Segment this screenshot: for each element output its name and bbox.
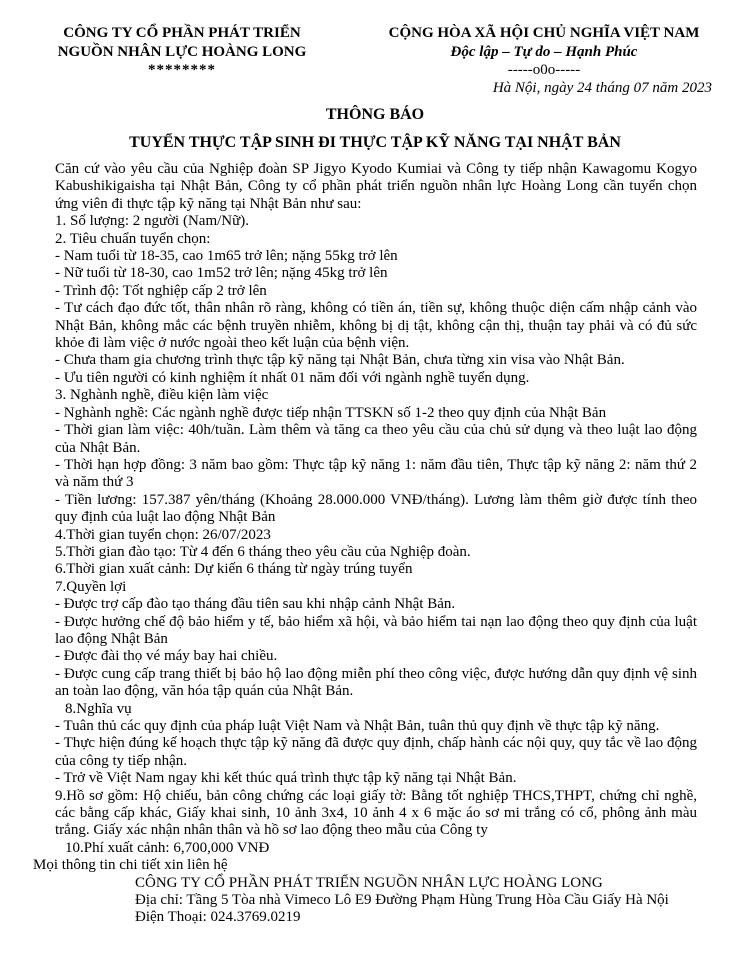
body-paragraph-job-heading: 3. Nghành nghề, điều kiện làm việc bbox=[55, 387, 269, 404]
contact-phone: Điện Thoại: 024.3769.0219 bbox=[135, 909, 301, 926]
body-paragraph: - Được hưởng chế độ bảo hiểm y tế, bảo hiểm xã hội, và bảo hiểm tai nạn lao động theo quy định của luật lao động Nhật Bản bbox=[55, 613, 697, 647]
company-header-block bbox=[32, 24, 332, 98]
national-motto-country: CỘNG HÒA XÃ HỘI CHỦ NGHĨA VIỆT NAM bbox=[388, 25, 700, 41]
document-subtitle: TUYỂN THỰC TẬP SINH ĐI THỰC TẬP KỸ NĂNG TẠI NHẬT BẢN bbox=[129, 134, 621, 151]
document-body bbox=[0, 152, 750, 875]
header-stars-divider: ******** bbox=[148, 62, 216, 78]
national-motto-line: Độc lập – Tự do – Hạnh Phúc bbox=[450, 44, 638, 60]
body-paragraph: - Tiền lương: 157.387 yên/tháng (Khoảng 28.000.000 VNĐ/tháng). Lương làm thêm giờ được tính theo quy định của luật lao động Nhật Bản bbox=[55, 491, 697, 526]
body-paragraph: - Thời gian làm việc: 40h/tuần. Làm thêm và tăng ca theo yêu cầu của chủ sử dụng và theo luật lao động của Nhật Bản. bbox=[55, 422, 697, 456]
body-paragraph: - Thực hiện đúng kế hoạch thực tập kỹ năng đã được quy định, chấp hành các nội quy, quy tắc về lao động của công ty tiếp nhận. bbox=[55, 735, 697, 769]
body-paragraph: - Nam tuổi từ 18-35, cao 1m65 trở lên; nặng 55kg trở lên bbox=[55, 248, 398, 265]
body-paragraph-benefits-heading: 7.Quyền lợi bbox=[55, 578, 127, 595]
company-name-line1: CÔNG TY CỔ PHẦN PHÁT TRIỂN bbox=[63, 25, 301, 41]
body-paragraph: - Trình độ: Tốt nghiệp cấp 2 trở lên bbox=[55, 282, 267, 299]
body-paragraph-selection-date: 4.Thời gian tuyển chọn: 26/07/2023 bbox=[55, 526, 271, 543]
body-paragraph-duty-heading: 8.Nghĩa vụ bbox=[65, 700, 132, 717]
document-title: THÔNG BÁO bbox=[325, 106, 425, 123]
body-paragraph: - Được đài thọ vé máy bay hai chiều. bbox=[55, 648, 278, 665]
body-paragraph: 6.Thời gian xuất cảnh: Dự kiến 6 tháng từ ngày trúng tuyển bbox=[55, 561, 413, 578]
body-paragraph-quantity: 1. Số lượng: 2 người (Nam/Nữ). bbox=[55, 213, 249, 230]
body-paragraph: - Chưa tham gia chương trình thực tập kỹ năng tại Nhật Bản, chưa từng xin visa vào Nhật Bản. bbox=[55, 352, 625, 369]
body-paragraph: - Được cung cấp trang thiết bị bảo hộ lao động miễn phí theo công việc, được hướng dẫn quy định vệ sinh an toàn lao động, văn hóa tập quán của Nhật Bản. bbox=[55, 665, 697, 700]
body-paragraph-documents: 9.Hồ sơ gồm: Hộ chiếu, bản công chứng các loại giấy tờ: Bằng tốt nghiệp THCS,THPT, chứng chỉ nghề, các bằng cấp khác, Giấy khai sinh, 10 ảnh 3x4, 10 ảnh 4 x 6 mặc áo sơ mi trắng có cổ, phông ảnh màu trắng. Giấy xác nhận nhân thân và hồ sơ lao động theo mẫu của Công ty bbox=[55, 787, 697, 839]
body-paragraph: - Tư cách đạo đức tốt, thân nhân rõ ràng, không có tiền án, tiền sự, không thuộc diện cấm nhập cảnh vào Nhật Bản, không mắc các bệnh truyền nhiễm, không bị dị tật, không cận thị, thuận tay phải và có đủ sức khỏe đi làm việc ở nước ngoài theo kết luận của bệnh viện. bbox=[55, 300, 697, 352]
body-paragraph: 5.Thời gian đào tạo: Từ 4 đến 6 tháng theo yêu cầu của Nghiệp đoàn. bbox=[55, 543, 471, 560]
contact-address: Địa chỉ: Tầng 5 Tòa nhà Vimeco Lô E9 Đường Phạm Hùng Trung Hòa Cầu Giấy Hà Nội bbox=[135, 892, 669, 909]
body-paragraph-fee: 10.Phí xuất cảnh: 6,700,000 VNĐ bbox=[65, 839, 270, 856]
document-date-line: Hà Nội, ngày 24 tháng 07 năm 2023 bbox=[492, 80, 712, 96]
header-separator: -----o0o----- bbox=[507, 62, 581, 78]
body-paragraph-criteria-heading: 2. Tiêu chuẩn tuyển chọn: bbox=[55, 230, 211, 247]
body-paragraph: - Được trợ cấp đào tạo tháng đầu tiên sau khi nhập cảnh Nhật Bản. bbox=[55, 596, 456, 613]
contact-block bbox=[0, 875, 750, 927]
company-name-line2: NGUỒN NHÂN LỰC HOÀNG LONG bbox=[57, 44, 307, 60]
body-paragraph: - Trở về Việt Nam ngay khi kết thúc quá trình thực tập kỹ năng tại Nhật Bản. bbox=[55, 770, 517, 787]
body-paragraph: - Nữ tuổi từ 18-30, cao 1m52 trở lên; nặng 45kg trở lên bbox=[55, 265, 388, 282]
body-paragraph-intro: Căn cứ vào yêu cầu của Nghiệp đoàn SP Jigyo Kyodo Kumiai và Công ty tiếp nhận Kawagomu Kogyo Kabushikigaisha tại Nhật Bản, Công ty cổ phần phát triển nguồn nhân lực Hoàng Long cần tuyển chọn ứng viên đi thực tập kỹ năng tại Nhật Bản như sau: bbox=[55, 161, 697, 212]
body-paragraph: - Tuân thủ các quy định của pháp luật Việt Nam và Nhật Bản, tuân thủ quy định về thực tập kỹ năng. bbox=[55, 718, 660, 734]
body-paragraph-contact-intro: Mọi thông tin chi tiết xin liên hệ bbox=[33, 857, 228, 874]
document-header bbox=[0, 0, 750, 98]
national-header-block bbox=[374, 24, 714, 98]
body-paragraph: - Thời hạn hợp đồng: 3 năm bao gồm: Thực tập kỹ năng 1: năm đầu tiên, Thực tập kỹ năng 2: năm thứ 2 và năm thứ 3 bbox=[55, 456, 697, 491]
body-paragraph: - Nghành nghề: Các ngành nghề được tiếp nhận TTSKN số 1-2 theo quy định của Nhật Bản bbox=[55, 404, 607, 421]
contact-company-name: CÔNG TY CỔ PHẦN PHÁT TRIỂN NGUỒN NHÂN LỰC HOÀNG LONG bbox=[135, 874, 603, 891]
body-paragraph: - Ưu tiên người có kinh nghiệm ít nhất 01 năm đối với ngành nghề tuyển dụng. bbox=[55, 369, 530, 386]
